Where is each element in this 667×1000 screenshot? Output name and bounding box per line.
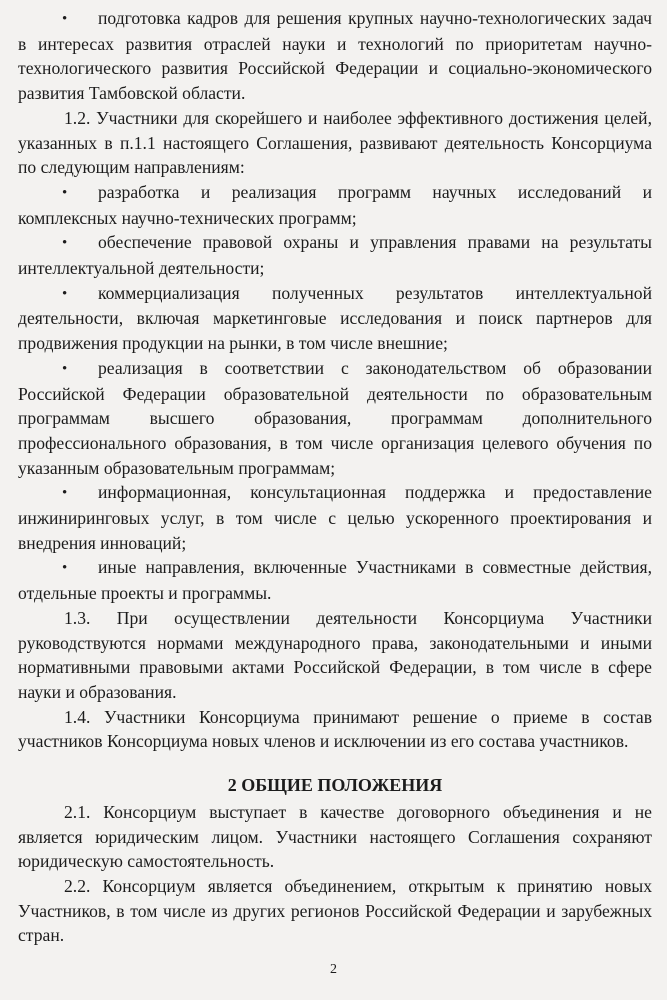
bullet-text: иные направления, включенные Участниками в совместные действия, отдельные проекты и программы. [18,557,652,604]
bullet-marker: • [62,235,68,252]
bullet-item [18,555,652,605]
bullet-text: информационная, консультационная поддержка и предоставление инжиниринговых услуг, в том числе с целью ускоренного проектирования и внедрения инноваций; [18,482,652,553]
page-number: 2 [330,962,337,977]
bullet-marker: • [62,560,68,577]
bullet-marker: • [62,360,68,377]
paragraph-2-1: 2.1. Консорциум выступает в качестве договорного объединения и не является юридическим лицом. Участники настоящего Соглашения сохраняют юридическую самостоятельность. [18,801,652,872]
bullet-item [18,180,652,230]
paragraph-1-3: 1.3. При осуществлении деятельности Консорциума Участники руководствуются нормами международного права, законодательными и иными нормативными правовыми актами Российской Федерации, в том числе в сфере науки и образования. [18,607,652,702]
bullet-marker: • [62,11,68,27]
bullet-text: коммерциализация полученных результатов интеллектуальной деятельности, включая маркетинговые исследования и поиск партнеров для продвижения продукции на рынки, в том числе внешние; [18,282,652,354]
document-body [18,6,652,948]
bullet-item [18,356,652,481]
paragraph-1-2: 1.2. Участники для скорейшего и наиболее эффективного достижения целей, указанных в п.1.1 настоящего Соглашения, развивают деятельность Консорциума по следующим направлениям: [18,107,652,178]
paragraph-2-2: 2.2. Консорциум является объединением, открытым к принятию новых Участников, в том числе из других регионов Российской Федерации и зарубежных стран. [18,875,652,946]
bullet-text: разработка и реализация программ научных исследований и комплексных научно-технических программ; [18,181,652,228]
bullet-marker: • [62,285,68,302]
bullet-item [18,6,652,106]
bullet-text: реализация в соответствии с законодательством об образовании Российской Федерации образовательной деятельности по образовательным программам высшего образования, программам дополнительного профессионального образования, в том числе организация целевого обучения по указанным образовательным программам; [18,357,652,478]
bullet-text: подготовка кадров для решения крупных научно-технологических задач в интересах развития отраслей науки и технологий по приоритетам научно-технологического развития Российской Федерации и социально-экономического развития Тамбовской области. [18,8,652,104]
bullet-marker: • [62,184,68,201]
bullet-item [18,230,652,280]
bullet-text: обеспечение правовой охраны и управления правами на результаты интеллектуальной деятельности; [18,232,652,279]
bullet-marker: • [62,485,68,502]
bullet-item [18,281,652,356]
section-heading: 2 ОБЩИЕ ПОЛОЖЕНИЯ [227,775,443,796]
bullet-item [18,480,652,555]
paragraph-1-4: 1.4. Участники Консорциума принимают решение о приеме в состав участников Консорциума новых членов и исключении из его состава участников. [18,706,652,752]
